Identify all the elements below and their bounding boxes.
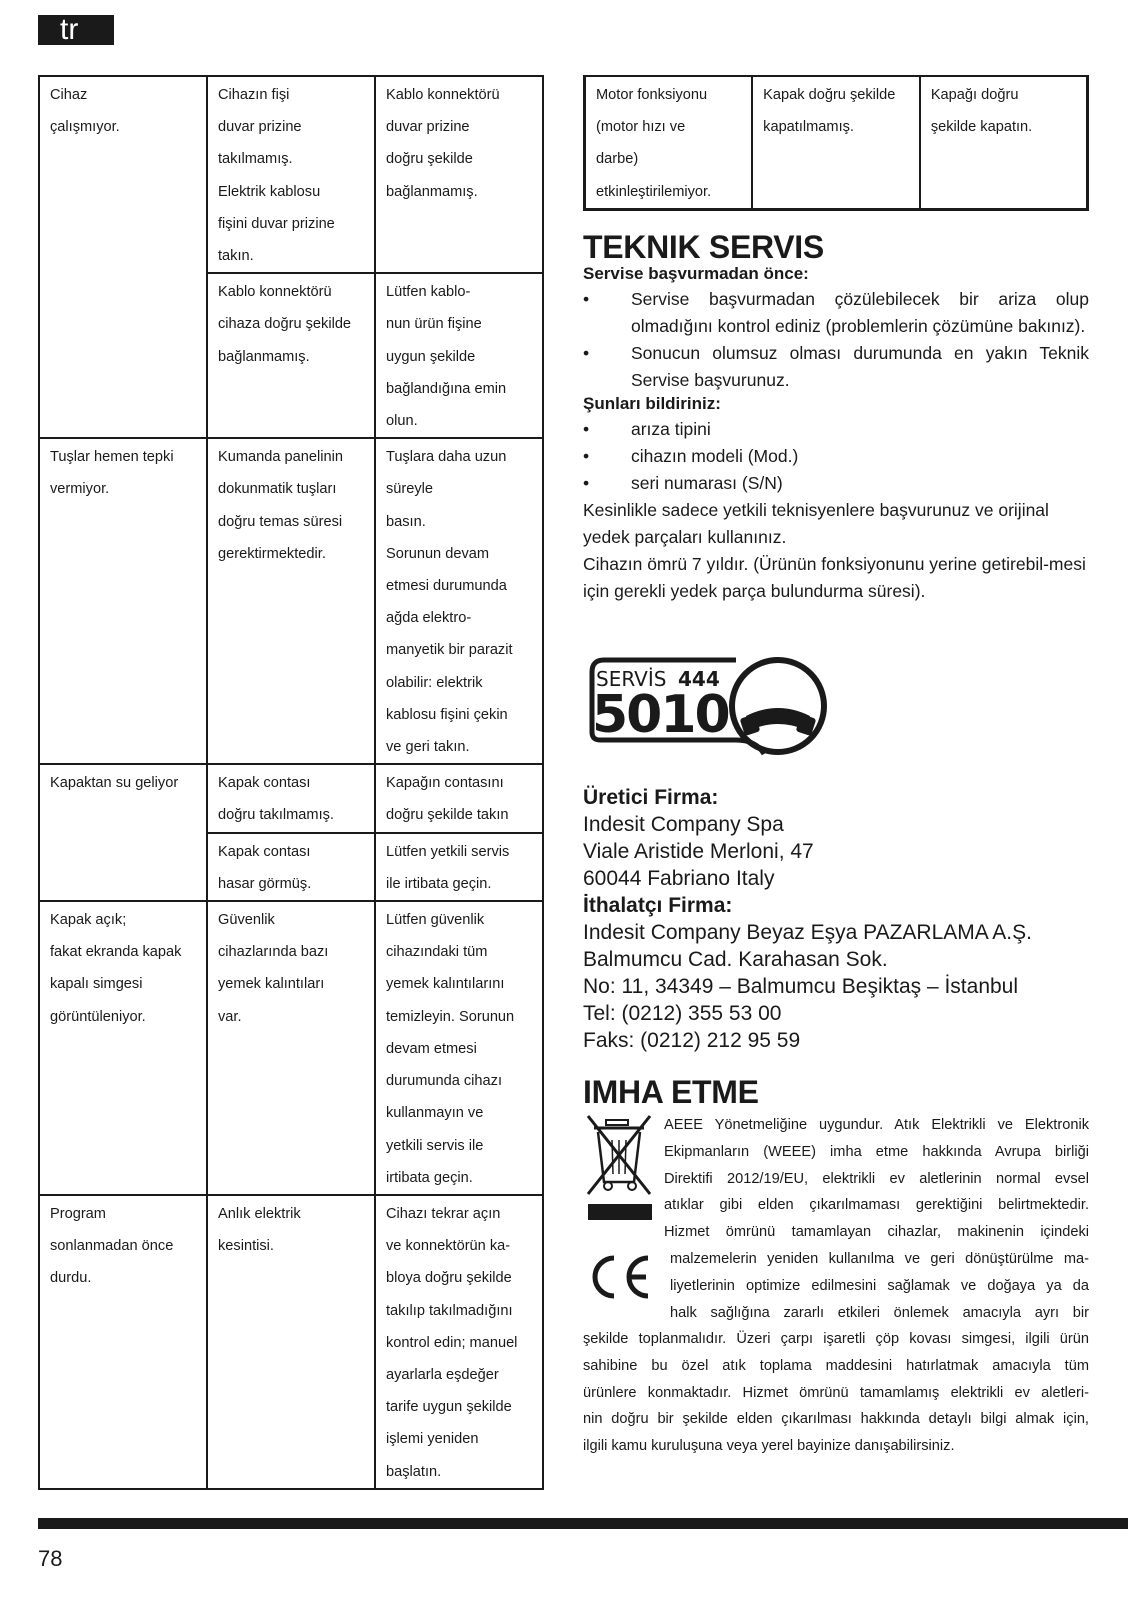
cell-line: (motor hızı ve	[596, 119, 686, 136]
cell-line: darbe)	[596, 151, 639, 168]
disposal-line: atıklar gibi elden çıkarılmaması gerektiğini belirtmektedir.	[664, 1197, 1089, 1214]
cell-line: dokunmatik tuşları	[218, 481, 337, 498]
cell-line: nun ürün fişine	[386, 316, 482, 333]
importer-line: Faks: (0212) 212 95 59	[583, 1029, 801, 1052]
solution-cell	[375, 273, 543, 438]
disposal-title: IMHA ETME	[583, 1074, 759, 1110]
table-row	[39, 438, 543, 764]
cell-line: devam etmesi	[386, 1040, 477, 1057]
cell-line: ayarlarla eşdeğer	[386, 1366, 499, 1383]
troubleshooting-table	[38, 75, 544, 1490]
disposal-line: şekilde toplanmalıdır. Üzeri çarpı işaretli çöp kovası simgesi, ilgili ürün	[583, 1331, 1089, 1347]
cell-line: kesintisi.	[218, 1238, 274, 1255]
cause-cell	[207, 901, 375, 1195]
cell-line: bağlanmamış.	[386, 183, 478, 200]
company-info	[583, 784, 1089, 1054]
cell-line: Sorunun devam	[386, 545, 490, 562]
cell-line: Kapağın contasını	[386, 775, 504, 792]
cell-line: doğru temas süresi	[218, 513, 343, 530]
solution-cell	[375, 901, 543, 1195]
cell-line: Kumanda panelinin	[218, 449, 343, 466]
cell-line: cihazlarında bazı	[218, 944, 329, 961]
list-item: • Servise başvurmadan çözülebilecek bir ariza olup olmadığını kontrol ediniz (problemlerin çözümüne bakınız).	[583, 289, 1089, 336]
cause-cell	[207, 1195, 375, 1489]
cell-line: Lütfen güvenlik	[386, 912, 485, 929]
cell-line: yetkili servis ile	[386, 1137, 484, 1154]
problem-cell	[39, 438, 207, 764]
list-item: • arıza tipini	[583, 419, 711, 439]
cell-line: kapalı simgesi	[50, 976, 143, 993]
cell-line: Kapak açık;	[50, 912, 127, 929]
cell-line: duvar prizine	[386, 119, 470, 136]
cell-line: Kapağı doğru	[930, 87, 1019, 103]
solution-cell	[375, 438, 543, 764]
lifetime-note: Cihazın ömrü 7 yıldır. (Ürünün fonksiyonunu yerine getirebil-mesi için gerekli yedek parça bulundurma süresi).	[583, 554, 1086, 601]
service-section	[583, 229, 1089, 605]
cell-line: temizleyin. Sorunun	[386, 1008, 515, 1025]
disposal-line: AEEE Yönetmeliğine uygundur. Atık Elektrikli ve Elektronik	[664, 1117, 1089, 1133]
cause-cell	[207, 833, 375, 901]
disposal-line: Ekipmanların (WEEE) imha etme hakkında Avrupa birliği	[664, 1143, 1089, 1160]
cause-cell	[207, 273, 375, 438]
original-parts-note: Kesinlikle sadece yetkili teknisyenlere başvurunuz ve orijinal yedek parçaları kullanınız.	[583, 500, 1049, 547]
cell-line: Kapak contası	[218, 843, 311, 860]
importer-label: İthalatçı Firma:	[583, 894, 733, 917]
manufacturer-line: Viale Aristide Merloni, 47	[583, 840, 814, 863]
language-code: tr	[60, 13, 79, 46]
motor-troubleshooting-table	[583, 75, 1089, 211]
cell-line: Lütfen yetkili servis	[386, 843, 510, 860]
cell-line: Anlık elektrik	[218, 1205, 301, 1222]
solution-cell	[920, 76, 1088, 209]
cell-line: yemek kalıntılarını	[386, 976, 505, 993]
cell-line: Motor fonksiyonu	[596, 87, 708, 103]
page-number: 78	[38, 1546, 63, 1571]
service-title: TEKNIK SERVIS	[583, 229, 824, 265]
before-service-list	[583, 286, 1089, 394]
manufacturer-line: Indesit Company Spa	[583, 813, 784, 836]
cell-line: doğru şekilde takın	[386, 807, 509, 824]
table-row	[39, 76, 543, 273]
solution-cell	[375, 1195, 543, 1489]
cell-line: durumunda cihazı	[386, 1073, 503, 1090]
cell-line: irtibata geçin.	[386, 1169, 473, 1186]
cell-line: kapatılmamış.	[763, 119, 854, 136]
cause-cell	[207, 76, 375, 273]
table-row	[585, 76, 1088, 209]
cell-line: doğru takılmamış.	[218, 807, 334, 824]
before-service-label: Servise başvurmadan önce:	[583, 264, 809, 283]
cell-line: Güvenlik	[218, 912, 275, 929]
disposal-line: ürünlere konmaktadır. Hizmet ömrünü tamamlamış elektrikli ev aletleri-	[583, 1384, 1089, 1401]
cell-line: fişini duvar prizine	[218, 215, 335, 232]
cell-line: Tuşlar hemen tepki	[50, 449, 174, 466]
cell-line: ve geri takın.	[386, 739, 470, 756]
cell-line: Kapak doğru şekilde	[763, 87, 896, 103]
footer-rule	[38, 1518, 1128, 1529]
table-row	[39, 901, 543, 1195]
language-tab	[38, 15, 114, 45]
cell-line: cihazındaki tüm	[386, 944, 488, 961]
cell-line: etkinleştirilemiyor.	[596, 183, 712, 200]
importer-line: Tel: (0212) 355 53 00	[583, 1002, 782, 1025]
cell-line: uygun şekilde	[386, 348, 476, 365]
cell-line: yemek kalıntıları	[218, 976, 325, 993]
cell-line: vermiyor.	[50, 481, 110, 498]
cell-line: ağda elektro-	[386, 610, 472, 627]
disposal-line: nin doğru bir şekilde elden çıkarılması hakkında detaylı bilgi almak için,	[583, 1411, 1089, 1428]
cell-line: cihaza doğru şekilde	[218, 316, 352, 333]
disposal-line: ilgili kamu kuruluşuna veya yerel bayinize danışabilirsiniz.	[583, 1438, 955, 1455]
cell-line: gerektirmektedir.	[218, 545, 326, 562]
cell-line: çalışmıyor.	[50, 119, 120, 136]
manufacturer-label: Üretici Firma:	[583, 786, 719, 809]
disposal-text-wrapped	[664, 1112, 1089, 1326]
cause-cell	[207, 438, 375, 764]
cell-line: Cihaz	[50, 87, 88, 103]
disposal-line: halk sağlığına zararlı etkileri önlemek amacıyla ayrı bir	[670, 1304, 1089, 1321]
weee-crossed-bin-icon	[586, 1112, 654, 1222]
cell-line: Lütfen kablo-	[386, 284, 471, 301]
cell-line: hasar görmüş.	[218, 875, 312, 892]
cell-line: tarife uygun şekilde	[386, 1399, 512, 1416]
list-item: • seri numarası (S/N)	[583, 473, 783, 493]
cell-line: ve konnektörün ka-	[386, 1238, 511, 1255]
list-item: • cihazın modeli (Mod.)	[583, 446, 799, 466]
disposal-line: Hizmet ömrünü tamamlayan cihazlar, makinenin içindeki	[664, 1224, 1089, 1241]
cell-line: kontrol edin; manuel	[386, 1334, 518, 1351]
cell-line: Tuşlara daha uzun	[386, 449, 507, 466]
table-row	[39, 1195, 543, 1489]
cell-line: basın.	[386, 513, 426, 530]
cell-line: şekilde kapatın.	[930, 119, 1033, 136]
cell-line: görüntüleniyor.	[50, 1008, 146, 1025]
solution-cell	[375, 76, 543, 273]
cell-line: duvar prizine	[218, 119, 302, 136]
cell-line: takılıp takılmadığını	[386, 1302, 513, 1319]
cell-line: Kablo konnektörü	[218, 284, 332, 301]
problem-cell	[39, 76, 207, 438]
cell-line: manyetik bir parazit	[386, 642, 513, 659]
importer-line: No: 11, 34349 – Balmumcu Beşiktaş – İstanbul	[583, 975, 1019, 998]
cell-line: ile irtibata geçin.	[386, 875, 492, 892]
cell-line: bağlanmamış.	[218, 348, 310, 365]
cell-line: süreyle	[386, 481, 434, 498]
cell-line: fakat ekranda kapak	[50, 944, 182, 961]
cell-line: Elektrik kablosu	[218, 183, 321, 200]
logo-444-text: 444	[678, 667, 720, 691]
solution-cell	[375, 764, 543, 832]
solution-cell	[375, 833, 543, 901]
ce-mark-icon	[584, 1252, 654, 1302]
disposal-text-full	[583, 1326, 1089, 1460]
cause-cell	[207, 764, 375, 832]
disposal-line: malzemelerin yeniden kullanılma ve geri dönüştürülme ma-	[670, 1250, 1089, 1267]
disposal-line: sahibine bu özel atık toplama maddesini hatırlatmak amacıyla tüm	[583, 1357, 1089, 1374]
cell-line: bağlandığına emin	[386, 380, 507, 397]
cell-line: durdu.	[50, 1270, 92, 1287]
cell-line: Cihazı tekrar açın	[386, 1205, 501, 1222]
cell-line: takılmamış.	[218, 151, 293, 168]
cause-cell	[752, 76, 920, 209]
cell-line: etmesi durumunda	[386, 578, 507, 595]
problem-cell	[39, 901, 207, 1195]
problem-cell	[39, 1195, 207, 1489]
cell-line: takın.	[218, 248, 254, 265]
disposal-line: Direktifi 2012/19/EU, elektrikli ev aletlerinin normal evsel	[664, 1170, 1089, 1187]
cell-line: sonlanmadan önce	[50, 1238, 174, 1255]
logo-servis-text: SERVİS	[596, 667, 667, 691]
cell-line: kullanmayın ve	[386, 1105, 484, 1122]
cell-line: bloya doğru şekilde	[386, 1270, 512, 1287]
cell-line: var.	[218, 1008, 242, 1025]
report-label: Şunları bildiriniz:	[583, 394, 721, 413]
table-row	[39, 764, 543, 832]
cell-line: Program	[50, 1205, 106, 1222]
logo-5010-text: 5010	[592, 685, 729, 745]
cell-line: Kapaktan su geliyor	[50, 775, 179, 792]
importer-line: Indesit Company Beyaz Eşya PAZARLAMA A.Ş.	[583, 921, 1032, 944]
cell-line: doğru şekilde	[386, 151, 473, 168]
cell-line: Kapak contası	[218, 775, 311, 792]
cell-line: Kablo konnektörü	[386, 87, 500, 103]
service-hotline-logo	[586, 654, 846, 766]
manufacturer-line: 60044 Fabriano Italy	[583, 867, 775, 890]
problem-cell	[585, 76, 753, 209]
problem-cell	[39, 764, 207, 901]
disposal-line: liyetlerinin optimize edilmesini sağlamak ve doğaya ya da	[670, 1277, 1089, 1294]
list-item: • Sonucun olumsuz olması durumunda en yakın Teknik Servise başvurunuz.	[583, 343, 1089, 390]
report-list	[583, 416, 1089, 497]
cell-line: işlemi yeniden	[386, 1431, 479, 1448]
cell-line: Cihazın fişi	[218, 87, 290, 103]
cell-line: kablosu fişini çekin	[386, 706, 508, 723]
cell-line: olabilir: elektrik	[386, 674, 483, 691]
cell-line: başlatın.	[386, 1463, 442, 1480]
phone-handset-icon	[732, 660, 824, 752]
importer-line: Balmumcu Cad. Karahasan Sok.	[583, 948, 888, 971]
cell-line: olun.	[386, 413, 418, 430]
